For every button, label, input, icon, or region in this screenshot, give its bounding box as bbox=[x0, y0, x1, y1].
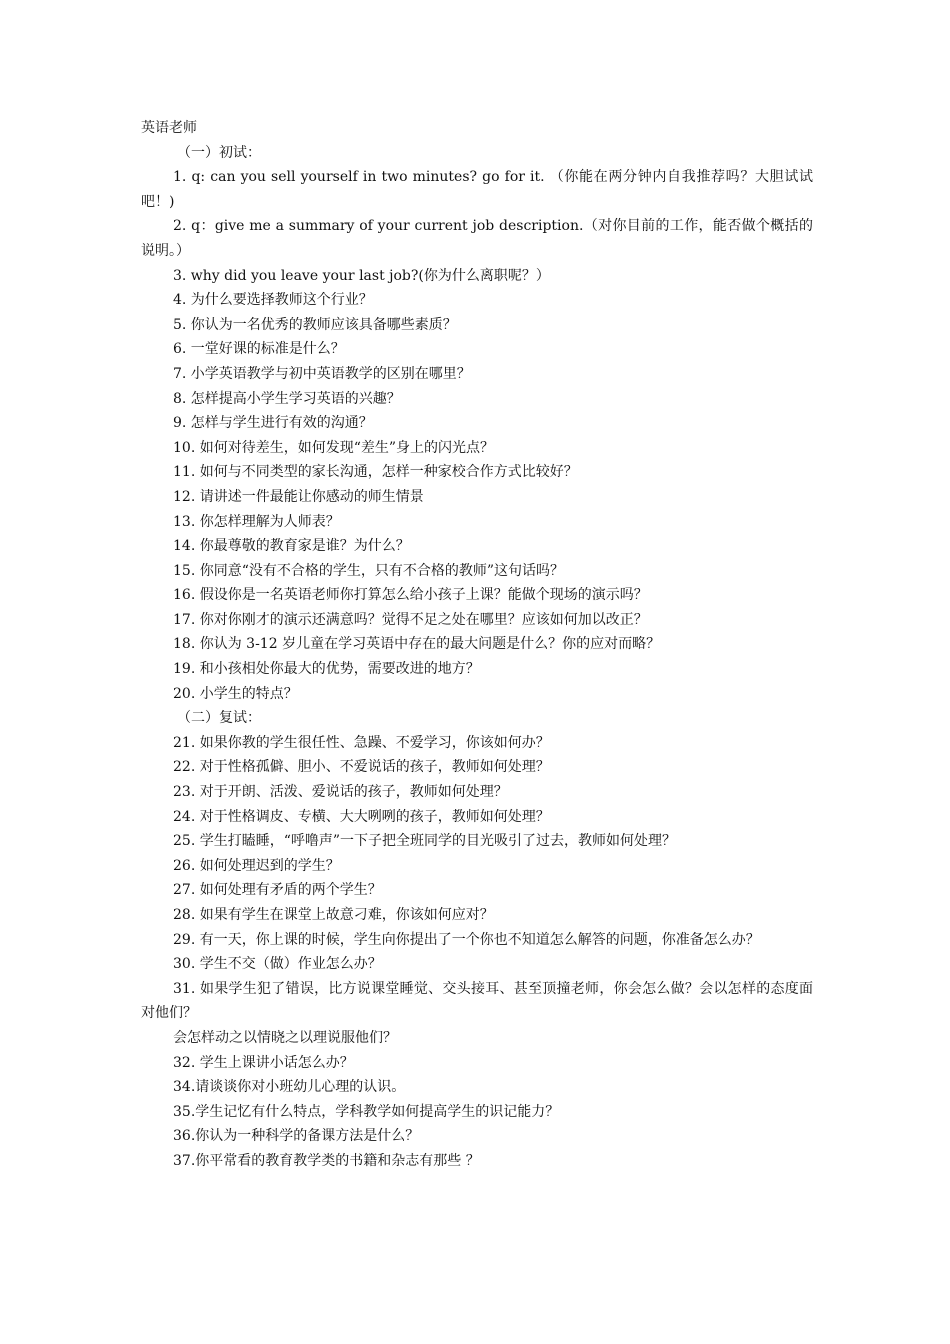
question-item: 32. 学生上课讲小话怎么办？ bbox=[173, 1054, 354, 1071]
question-continuation: 会怎样动之以情晓之以理说服他们？ bbox=[173, 1029, 397, 1046]
question-item: 14. 你最尊敬的教育家是谁？为什么？ bbox=[173, 538, 410, 555]
question-item: 8. 怎样提高小学生学习英语的兴趣？ bbox=[173, 390, 401, 407]
question-item: 28. 如果有学生在课堂上故意刁难，你该如何应对？ bbox=[173, 907, 494, 923]
question-item: 11. 如何与不同类型的家长沟通，怎样一种家校合作方式比较好？ bbox=[173, 464, 578, 481]
section-heading-retest: （二）复试： bbox=[177, 710, 261, 727]
question-item: 15. 你同意“没有不合格的学生，只有不合格的教师”这句话吗？ bbox=[173, 562, 565, 579]
question-item: 27. 如何处理有矛盾的两个学生？ bbox=[173, 882, 382, 899]
question-item: 13. 你怎样理解为人师表？ bbox=[173, 513, 340, 530]
section-heading-initial: （一）初试： bbox=[177, 144, 261, 161]
question-item: 37.你平常看的教育教学类的书籍和杂志有那些 ？ bbox=[173, 1152, 480, 1169]
question-item: 7. 小学英语教学与初中英语教学的区别在哪里？ bbox=[173, 365, 471, 382]
question-item: 23. 对于开朗、活泼、爱说话的孩子，教师如何处理？ bbox=[173, 784, 508, 801]
question-item: 16. 假设你是一名英语老师你打算怎么给小孩子上课？能做个现场的演示吗？ bbox=[173, 587, 648, 604]
question-item: 5. 你认为一名优秀的教师应该具备哪些素质？ bbox=[173, 316, 457, 333]
question-item: 3. why did you leave your last job?(你为什么离职呢？） bbox=[173, 267, 550, 284]
question-item: 34.请谈谈你对小班幼儿心理的认识。 bbox=[173, 1079, 406, 1096]
question-item: 30. 学生不交（做）作业怎么办？ bbox=[173, 956, 382, 973]
question-item: 22. 对于性格孤僻、胆小、不爱说话的孩子，教师如何处理？ bbox=[173, 759, 550, 776]
question-item: 12. 请讲述一件最能让你感动的师生情景 bbox=[173, 488, 424, 505]
document-body bbox=[141, 116, 813, 1174]
question-item: 9. 怎样与学生进行有效的沟通？ bbox=[173, 415, 373, 432]
question-item: 1. q: can you sell yourself in two minutes? go for it. （你能在两分钟内自我推荐吗？大胆试试吧！) bbox=[141, 169, 813, 210]
question-item: 26. 如何处理迟到的学生？ bbox=[173, 857, 340, 874]
question-item: 24. 对于性格调皮、专横、大大咧咧的孩子，教师如何处理？ bbox=[173, 808, 550, 825]
question-item: 10. 如何对待差生，如何发现“差生”身上的闪光点？ bbox=[173, 439, 495, 456]
question-item: 19. 和小孩相处你最大的优势，需要改进的地方？ bbox=[173, 661, 480, 678]
question-item: 35.学生记忆有什么特点，学科教学如何提高学生的识记能力？ bbox=[173, 1103, 560, 1120]
question-item: 2. q：give me a summary of your current job description.（对你目前的工作，能否做个概括的说明。） bbox=[141, 218, 813, 259]
question-item: 17. 你对你刚才的演示还满意吗？觉得不足之处在哪里？应该如何加以改正？ bbox=[173, 611, 648, 628]
document-title: 英语老师 bbox=[141, 120, 197, 136]
question-item: 36.你认为一种科学的备课方法是什么？ bbox=[173, 1128, 420, 1145]
question-item: 31. 如果学生犯了错误，比方说课堂睡觉、交头接耳、甚至顶撞老师，你会怎么做？会以怎样的态度面对他们？ bbox=[141, 980, 813, 1022]
question-item: 20. 小学生的特点？ bbox=[173, 685, 298, 702]
question-item: 6. 一堂好课的标准是什么？ bbox=[173, 341, 345, 358]
question-item: 21. 如果你教的学生很任性、急躁、不爱学习，你该如何办？ bbox=[173, 734, 550, 751]
question-item: 29. 有一天，你上课的时候，学生向你提出了一个你也不知道怎么解答的问题，你准备怎么办？ bbox=[173, 931, 760, 948]
question-item: 25. 学生打瞌睡，“呼噜声”一下子把全班同学的目光吸引了过去，教师如何处理？ bbox=[173, 833, 677, 850]
question-item: 4. 为什么要选择教师这个行业？ bbox=[173, 292, 373, 309]
question-item: 18. 你认为 3-12 岁儿童在学习英语中存在的最大问题是什么？你的应对而略？ bbox=[173, 636, 661, 653]
